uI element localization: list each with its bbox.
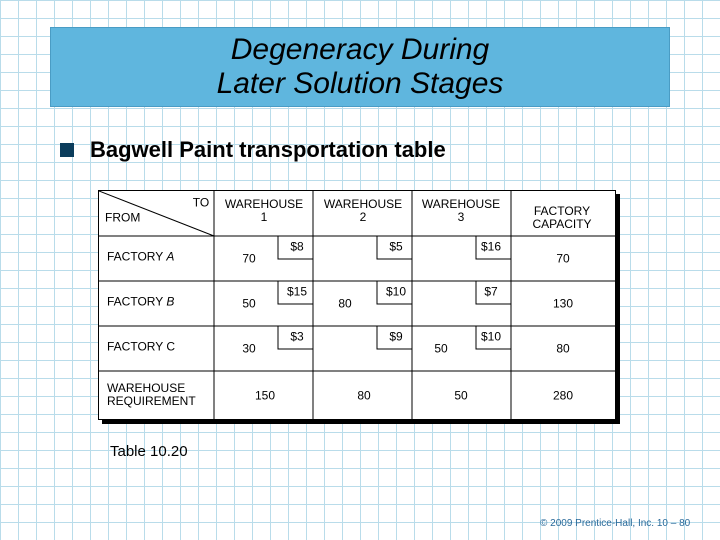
capacity-c: 80 bbox=[556, 341, 570, 356]
capacity-a: 70 bbox=[556, 251, 570, 266]
row-label-warehouse-requirement: WAREHOUSE REQUIREMENT bbox=[107, 381, 196, 408]
col-header-warehouse-3: WAREHOUSE 3 bbox=[421, 197, 501, 224]
cost-a-1: $8 bbox=[290, 239, 304, 254]
alloc-c-3: 50 bbox=[434, 341, 448, 356]
title-line-1: Degeneracy During bbox=[230, 33, 490, 66]
alloc-c-1: 30 bbox=[242, 341, 256, 356]
table-caption: Table 10.20 bbox=[110, 443, 188, 460]
requirement-2: 80 bbox=[357, 388, 371, 403]
alloc-b-2: 80 bbox=[338, 296, 352, 311]
row-label-factory-a: FACTORY A bbox=[107, 249, 175, 264]
cost-c-2: $9 bbox=[389, 329, 403, 344]
col-header-factory-capacity: FACTORY CAPACITY bbox=[532, 204, 592, 231]
alloc-b-1: 50 bbox=[242, 296, 256, 311]
alloc-a-1: 70 bbox=[242, 251, 256, 266]
row-label-factory-b: FACTORY B bbox=[107, 294, 175, 309]
bullet-icon bbox=[60, 143, 74, 157]
cost-c-1: $3 bbox=[290, 329, 304, 344]
cost-a-3: $16 bbox=[480, 239, 502, 254]
cost-b-3: $7 bbox=[484, 284, 498, 299]
title-line-2: Later Solution Stages bbox=[216, 67, 504, 100]
requirement-total: 280 bbox=[552, 388, 574, 403]
cost-b-1: $15 bbox=[286, 284, 308, 299]
cost-a-2: $5 bbox=[389, 239, 403, 254]
requirement-1: 150 bbox=[254, 388, 276, 403]
row-label-factory-c: FACTORY C bbox=[107, 339, 176, 354]
title-banner bbox=[50, 27, 670, 107]
transportation-table bbox=[98, 190, 616, 420]
cost-b-2: $10 bbox=[385, 284, 407, 299]
corner-from-label: FROM bbox=[105, 210, 141, 225]
requirement-3: 50 bbox=[454, 388, 468, 403]
col-header-warehouse-2: WAREHOUSE 2 bbox=[323, 197, 403, 224]
cost-c-3: $10 bbox=[480, 329, 502, 344]
corner-to-label: TO bbox=[192, 195, 210, 210]
slide-subtitle: Bagwell Paint transportation table bbox=[90, 137, 446, 162]
copyright-footer: © 2009 Prentice-Hall, Inc. 10 – 80 bbox=[540, 518, 691, 529]
capacity-b: 130 bbox=[552, 296, 574, 311]
col-header-warehouse-1: WAREHOUSE 1 bbox=[224, 197, 304, 224]
